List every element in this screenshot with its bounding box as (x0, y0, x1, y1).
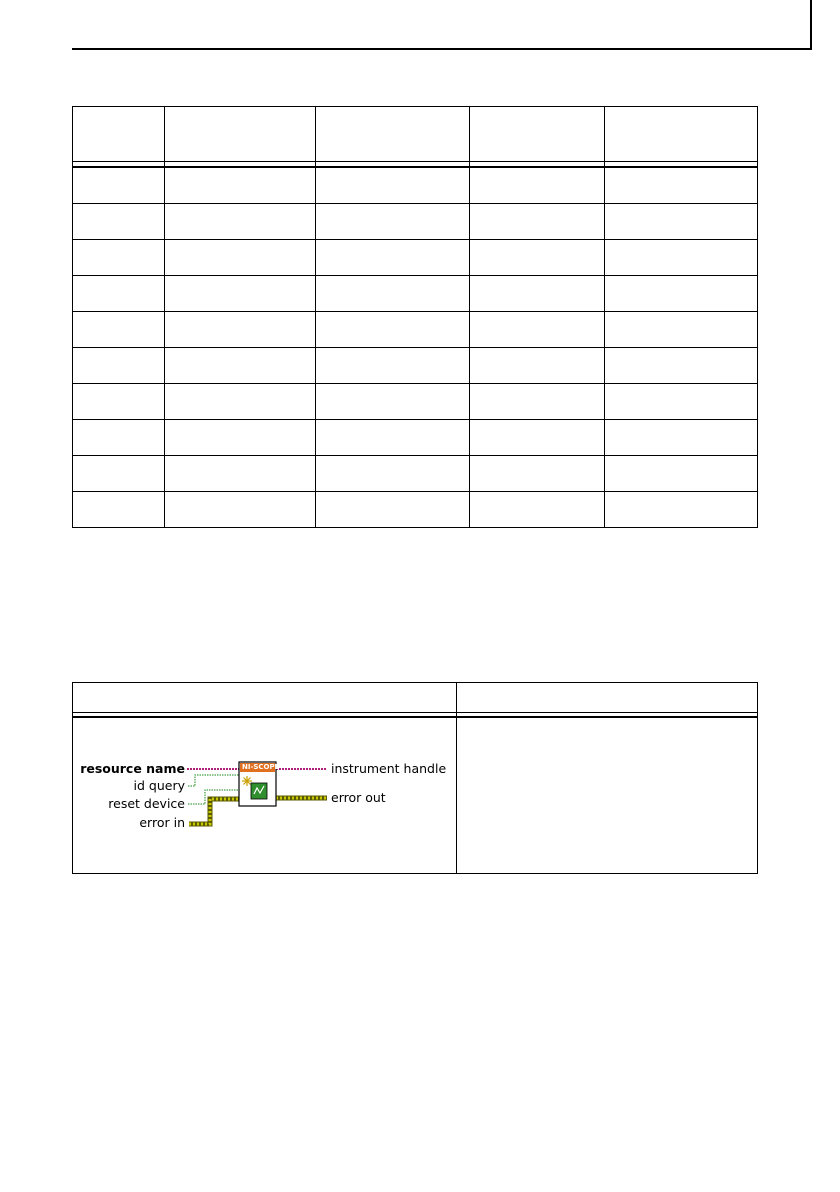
table-cell (165, 456, 316, 492)
vi-connector-table (72, 682, 758, 874)
table-row (73, 204, 758, 240)
table-cell (605, 456, 758, 492)
instrument-handle-label: instrument handle (331, 761, 447, 776)
error-in-wire (189, 799, 239, 824)
table-cell (470, 204, 605, 240)
id-query-label: id query (133, 778, 185, 793)
table-cell (605, 348, 758, 384)
table-cell (73, 276, 165, 312)
table-cell (470, 456, 605, 492)
table-cell (605, 492, 758, 528)
table-cell (73, 204, 165, 240)
table-cell (165, 420, 316, 456)
table-cell (316, 276, 470, 312)
table-cell (470, 276, 605, 312)
table-cell (470, 312, 605, 348)
reset-device-label: reset device (108, 796, 185, 811)
header-cell (470, 107, 605, 162)
table-row (73, 167, 758, 204)
table-cell (73, 167, 165, 204)
table-row (73, 456, 758, 492)
table-cell (605, 167, 758, 204)
table-cell (316, 240, 470, 276)
table-cell (605, 312, 758, 348)
error-in-wire-outline (189, 799, 239, 824)
table-row (73, 384, 758, 420)
table-cell (470, 384, 605, 420)
parameters-table (72, 106, 758, 528)
table-cell (605, 384, 758, 420)
table-cell (316, 492, 470, 528)
table-cell (470, 167, 605, 204)
table-row (73, 312, 758, 348)
table-cell (73, 384, 165, 420)
table-cell (316, 420, 470, 456)
table-cell (165, 384, 316, 420)
table-row (73, 276, 758, 312)
table-cell (165, 204, 316, 240)
page-header-tick (810, 0, 812, 50)
header-cell (73, 683, 457, 713)
description-cell (457, 717, 758, 874)
connector-pane-diagram (73, 718, 457, 873)
table-row (73, 492, 758, 528)
error-out-label: error out (331, 790, 386, 805)
table-cell (73, 420, 165, 456)
header-cell (605, 107, 758, 162)
resource-name-label: resource name (80, 761, 185, 776)
table-row (73, 420, 758, 456)
table-row (73, 348, 758, 384)
table-cell (73, 240, 165, 276)
table-cell (470, 492, 605, 528)
table-cell (316, 348, 470, 384)
table-cell (165, 167, 316, 204)
table-cell (73, 312, 165, 348)
header-cell (73, 107, 165, 162)
table-cell (73, 456, 165, 492)
table-cell (605, 276, 758, 312)
table-cell (73, 348, 165, 384)
table-cell (73, 492, 165, 528)
table-cell (605, 420, 758, 456)
table-cell (165, 276, 316, 312)
header-cell (165, 107, 316, 162)
table-cell (605, 240, 758, 276)
table-cell (470, 348, 605, 384)
table-cell (470, 420, 605, 456)
error-in-label: error in (139, 815, 185, 830)
table-cell (165, 312, 316, 348)
ni-scope-banner: NI-SCOPE (242, 763, 280, 771)
table-cell (165, 348, 316, 384)
table-cell (316, 167, 470, 204)
table-cell (165, 240, 316, 276)
table-cell (316, 312, 470, 348)
table-header-row (73, 683, 758, 713)
table-cell (165, 492, 316, 528)
page-header-rule (72, 48, 812, 50)
table-cell (316, 384, 470, 420)
table-row (73, 717, 758, 874)
table-cell (605, 204, 758, 240)
table-row (73, 240, 758, 276)
table-header-row (73, 107, 758, 162)
connector-pane-cell (73, 717, 457, 874)
table-cell (316, 204, 470, 240)
table-cell (316, 456, 470, 492)
id-query-wire (188, 775, 239, 786)
table-cell (470, 240, 605, 276)
header-cell (316, 107, 470, 162)
header-cell (457, 683, 758, 713)
